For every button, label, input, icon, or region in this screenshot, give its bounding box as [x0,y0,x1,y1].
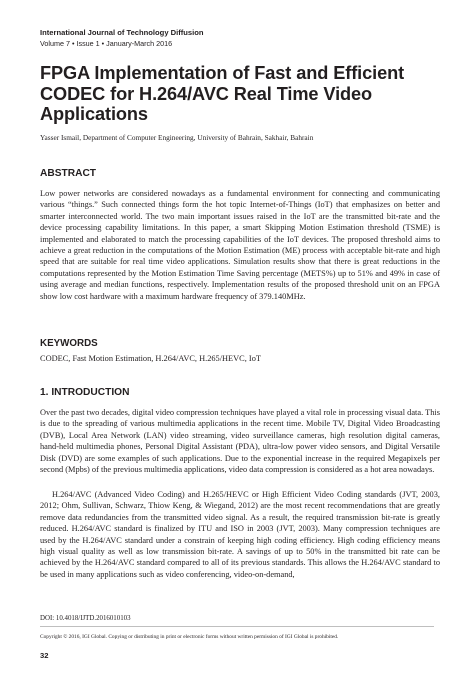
abstract-text: Low power networks are considered nowadays as a fundamental environment for connecting and communicating various “things.” Such connected things form the hot topic Internet-of-Things (IoT) that emphasizes on better and smarter interconnected world. The two main important issues raised in the IoT are the transmitted bit-rate and the device processing capability limitations. In this paper, a smart Skipping Motion Estimation threshold (TSME) is implemented and elaborated to match the processing capabilities of the IoT devices. The proposed threshold aims to achieve a great reduction in the computations of the Motion Estimation (ME) process with acceptable bit-rate and high speed that are suitable for real time video applications. Simulation results show that there is great reductions in the computations represented by the Motion Estimation Time Saving percentage (METS%) up to 51% and 49% in case of using average and median functions, respectively. Implementation results of the proposed threshold unit on an FPGA show low cost hardware with a maximum hardware frequency of 379.140MHz. [40,189,440,301]
author-affiliation: Yasser Ismail, Department of Computer Engineering, University of Bahrain, Sakhair, Bahrain [40,133,314,142]
introduction-paragraph-1: Over the past two decades, digital video compression techniques have played a vital role in processing visual data. This is due to the spreading of various multimedia applications in the recent time. Mobile TV, Digital Video Broadcasting (DVB), Local Area Network (LAN) video streaming, video surveillance cameras, high resolution digital cameras, hand-held multimedia phones, Personal Digital Assistant (PDA), ultra-low power video sensors, and Digital Versatile Disk (DVD) are some examples of such applications. Due to the exponential increase in the required Megapixels per second (Mpbs) of the previous multimedia applications, video data compression is considered as a hot area nowadays. [40,408,440,475]
introduction-paragraph-2: H.264/AVC (Advanced Video Coding) and H.265/HEVC or High Efficient Video Coding standards (JVT, 2003, 2012; Ohm, Sullivan, Schwarz, Thiow Keng, & Wiegand, 2012) are the most recent recommendations that are greatly remove data redundancies from the transmitted video signal. As a result, the required transmission bit-rate is greatly reduced. H.264/AVC standard is finalized by ITU and ISO in 2003 (JVT, 2003). Many compression techniques are used by the H.264/AVC standard under a constrain of keeping high coding efficiency. High coding efficiency means high visual quality as well as low transmission bit-rate. A savings of up to 50% in the transmitted bit rate can be achieved by the H.264/AVC standard compared to all of its previous standards. This allows the H.264/AVC standard to be used in many applications such as video conferencing, video-on-demand, [40,490,440,579]
keywords-text: CODEC, Fast Motion Estimation, H.264/AVC, H.265/HEVC, IoT [40,354,261,363]
keywords-heading: KEYWORDS [40,338,98,349]
volume-issue: Volume 7 • Issue 1 • January-March 2016 [40,39,173,48]
copyright-notice: Copyright © 2016, IGI Global. Copying or distributing in print or electronic forms without written permission of IGI Global is prohibited. [40,634,339,640]
page-number: 32 [40,651,49,660]
doi: DOI: 10.4018/IJTD.2016010103 [40,615,131,622]
introduction-heading: 1. INTRODUCTION [40,387,130,398]
abstract-heading: ABSTRACT [40,168,97,179]
footer-divider [40,626,434,627]
paper-title: FPGA Implementation of Fast and Efficient CODEC for H.264/AVC Real Time Video Applications [40,63,405,124]
journal-name: International Journal of Technology Diffusion [40,28,204,37]
